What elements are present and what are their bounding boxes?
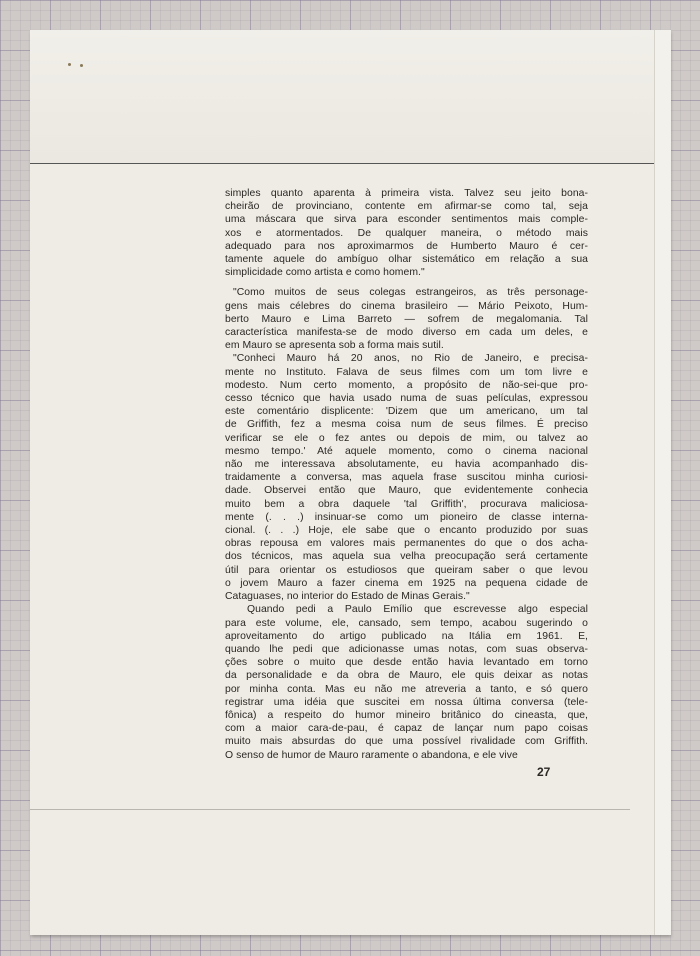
text-line: tamente aquele do ambíguo olhar sistemático em relação a sua bbox=[225, 254, 588, 266]
text-line: cesso técnico que havia usado numa de suas películas, expressou bbox=[225, 393, 588, 405]
text-line: característica manifesta-se de modo diverso em cada um deles, e bbox=[225, 327, 588, 339]
text-line: traidamente a conversa, mas aquela frase suscitou minha curiosi- bbox=[225, 472, 588, 484]
pin-hole bbox=[68, 63, 71, 66]
text-line: Quando pedi a Paulo Emílio que escrevesse algo especial bbox=[247, 604, 588, 616]
text-line: adequado para nos aproximarmos de Humberto Mauro é cer- bbox=[225, 240, 588, 252]
text-line: Cataguases, no interior do Estado de Minas Gerais." bbox=[225, 591, 470, 603]
text-line: para este volume, ele, cansado, sem tempo, acabou sugerindo o bbox=[225, 617, 588, 629]
text-line: o jovem Mauro a fazer cinema em 1925 na pequena cidade de bbox=[225, 577, 588, 589]
text-line: dos técnicos, mas aquela sua velha preocupação será certamente bbox=[225, 551, 588, 563]
text-line: registrar uma idéia que suscitei em nossa última conversa (tele- bbox=[225, 696, 588, 708]
text-line: simples quanto aparenta à primeira vista. Talvez seu jeito bona- bbox=[225, 188, 588, 199]
text-line: mesmo tempo.' Até aquele momento, como o cinema nacional bbox=[225, 445, 588, 457]
text-line: de Griffith, fez a mesma coisa num de seus filmes. É preciso bbox=[225, 419, 588, 431]
text-line: modesto. Num certo momento, a propósito de não-sei-que pro- bbox=[225, 379, 588, 391]
folded-top-flap bbox=[30, 30, 670, 164]
text-line: não me interessava absolutamente, eu havia acompanhado dis- bbox=[225, 459, 588, 471]
text-line: simplicidade como artista e como homem." bbox=[225, 267, 425, 279]
text-line: da personalidade e da obra de Mauro, ele quis deixar as notas bbox=[225, 670, 588, 682]
text-line: obras repousa em valores mais permanentes do que o dos acha- bbox=[225, 538, 588, 550]
text-line: mente no Instituto. Falava de seus filmes com um tom livre e bbox=[225, 366, 588, 378]
text-line: ções sobre o muito que desde então havia levantado em torno bbox=[225, 657, 588, 669]
text-line: mente (. . .) insinuar-se como um pioneiro de classe interna- bbox=[225, 511, 588, 523]
text-line: quando lhe pedi que adicionasse umas notas, com suas observa- bbox=[225, 643, 588, 655]
text-line: muito mais absurdas do que uma possível rivalidade com Griffith. bbox=[225, 736, 588, 748]
text-line: uma máscara que sirva para esconder sentimentos mais comple- bbox=[225, 214, 588, 226]
text-line: muito bem a obra daquele 'tal Griffith', procurava maliciosa- bbox=[225, 498, 588, 510]
text-line: útil para orientar os estudiosos que queiram saber o que levou bbox=[225, 564, 588, 576]
paragraph bbox=[225, 352, 588, 603]
page-number: 27 bbox=[537, 765, 551, 779]
folded-right-edge bbox=[654, 30, 671, 935]
text-line: "Como muitos de seus colegas estrangeiros, as três personage- bbox=[233, 287, 588, 299]
text-line: este comentário displicente: 'Dizem que um americano, um tal bbox=[225, 406, 588, 418]
text-line: dade. Observei então que Mauro, que evidentemente conhecia bbox=[225, 485, 588, 497]
text-line: berto Mauro e Lima Barreto — sofrem de megalomania. Tal bbox=[225, 313, 588, 325]
text-line: em Mauro se apresenta sob a forma mais sutil. bbox=[225, 340, 444, 352]
text-line: cional. (. . .) Hoje, ele sabe que o encanto produzido por suas bbox=[225, 525, 588, 537]
paragraph bbox=[225, 187, 588, 279]
text-line: com a maior cara-de-pau, é capaz de lançar num papo coisas bbox=[225, 723, 588, 735]
text-line: por minha conta. Mas eu não me atreveria a tanto, e só quero bbox=[225, 683, 588, 695]
text-line: verificar se ele o fez antes ou depois de mim, ou talvez ao bbox=[225, 432, 588, 444]
paragraph bbox=[225, 603, 588, 761]
fold-crease bbox=[30, 809, 630, 810]
text-line: O senso de humor de Mauro raramente o abandona, e ele vive bbox=[225, 749, 518, 761]
pin-hole bbox=[80, 64, 83, 67]
text-line: gens mais célebres do cinema brasileiro — Mário Peixoto, Hum- bbox=[225, 300, 588, 312]
text-line: xos e atormentados. De qualquer maneira, o método mais bbox=[225, 227, 588, 239]
body-text bbox=[225, 187, 588, 762]
paper-sheet bbox=[30, 30, 670, 935]
text-line: fônica) a respeito do humor mineiro britânico do cineasta, que, bbox=[225, 709, 588, 721]
text-line: "Conheci Mauro há 20 anos, no Rio de Janeiro, e precisa- bbox=[233, 353, 588, 365]
text-line: cheirão de provinciano, contente em afirmar-se como tal, seja bbox=[225, 201, 588, 213]
paragraph bbox=[225, 286, 588, 352]
text-line: aproveitamento do artigo publicado na Itália em 1961. E, bbox=[225, 630, 588, 642]
